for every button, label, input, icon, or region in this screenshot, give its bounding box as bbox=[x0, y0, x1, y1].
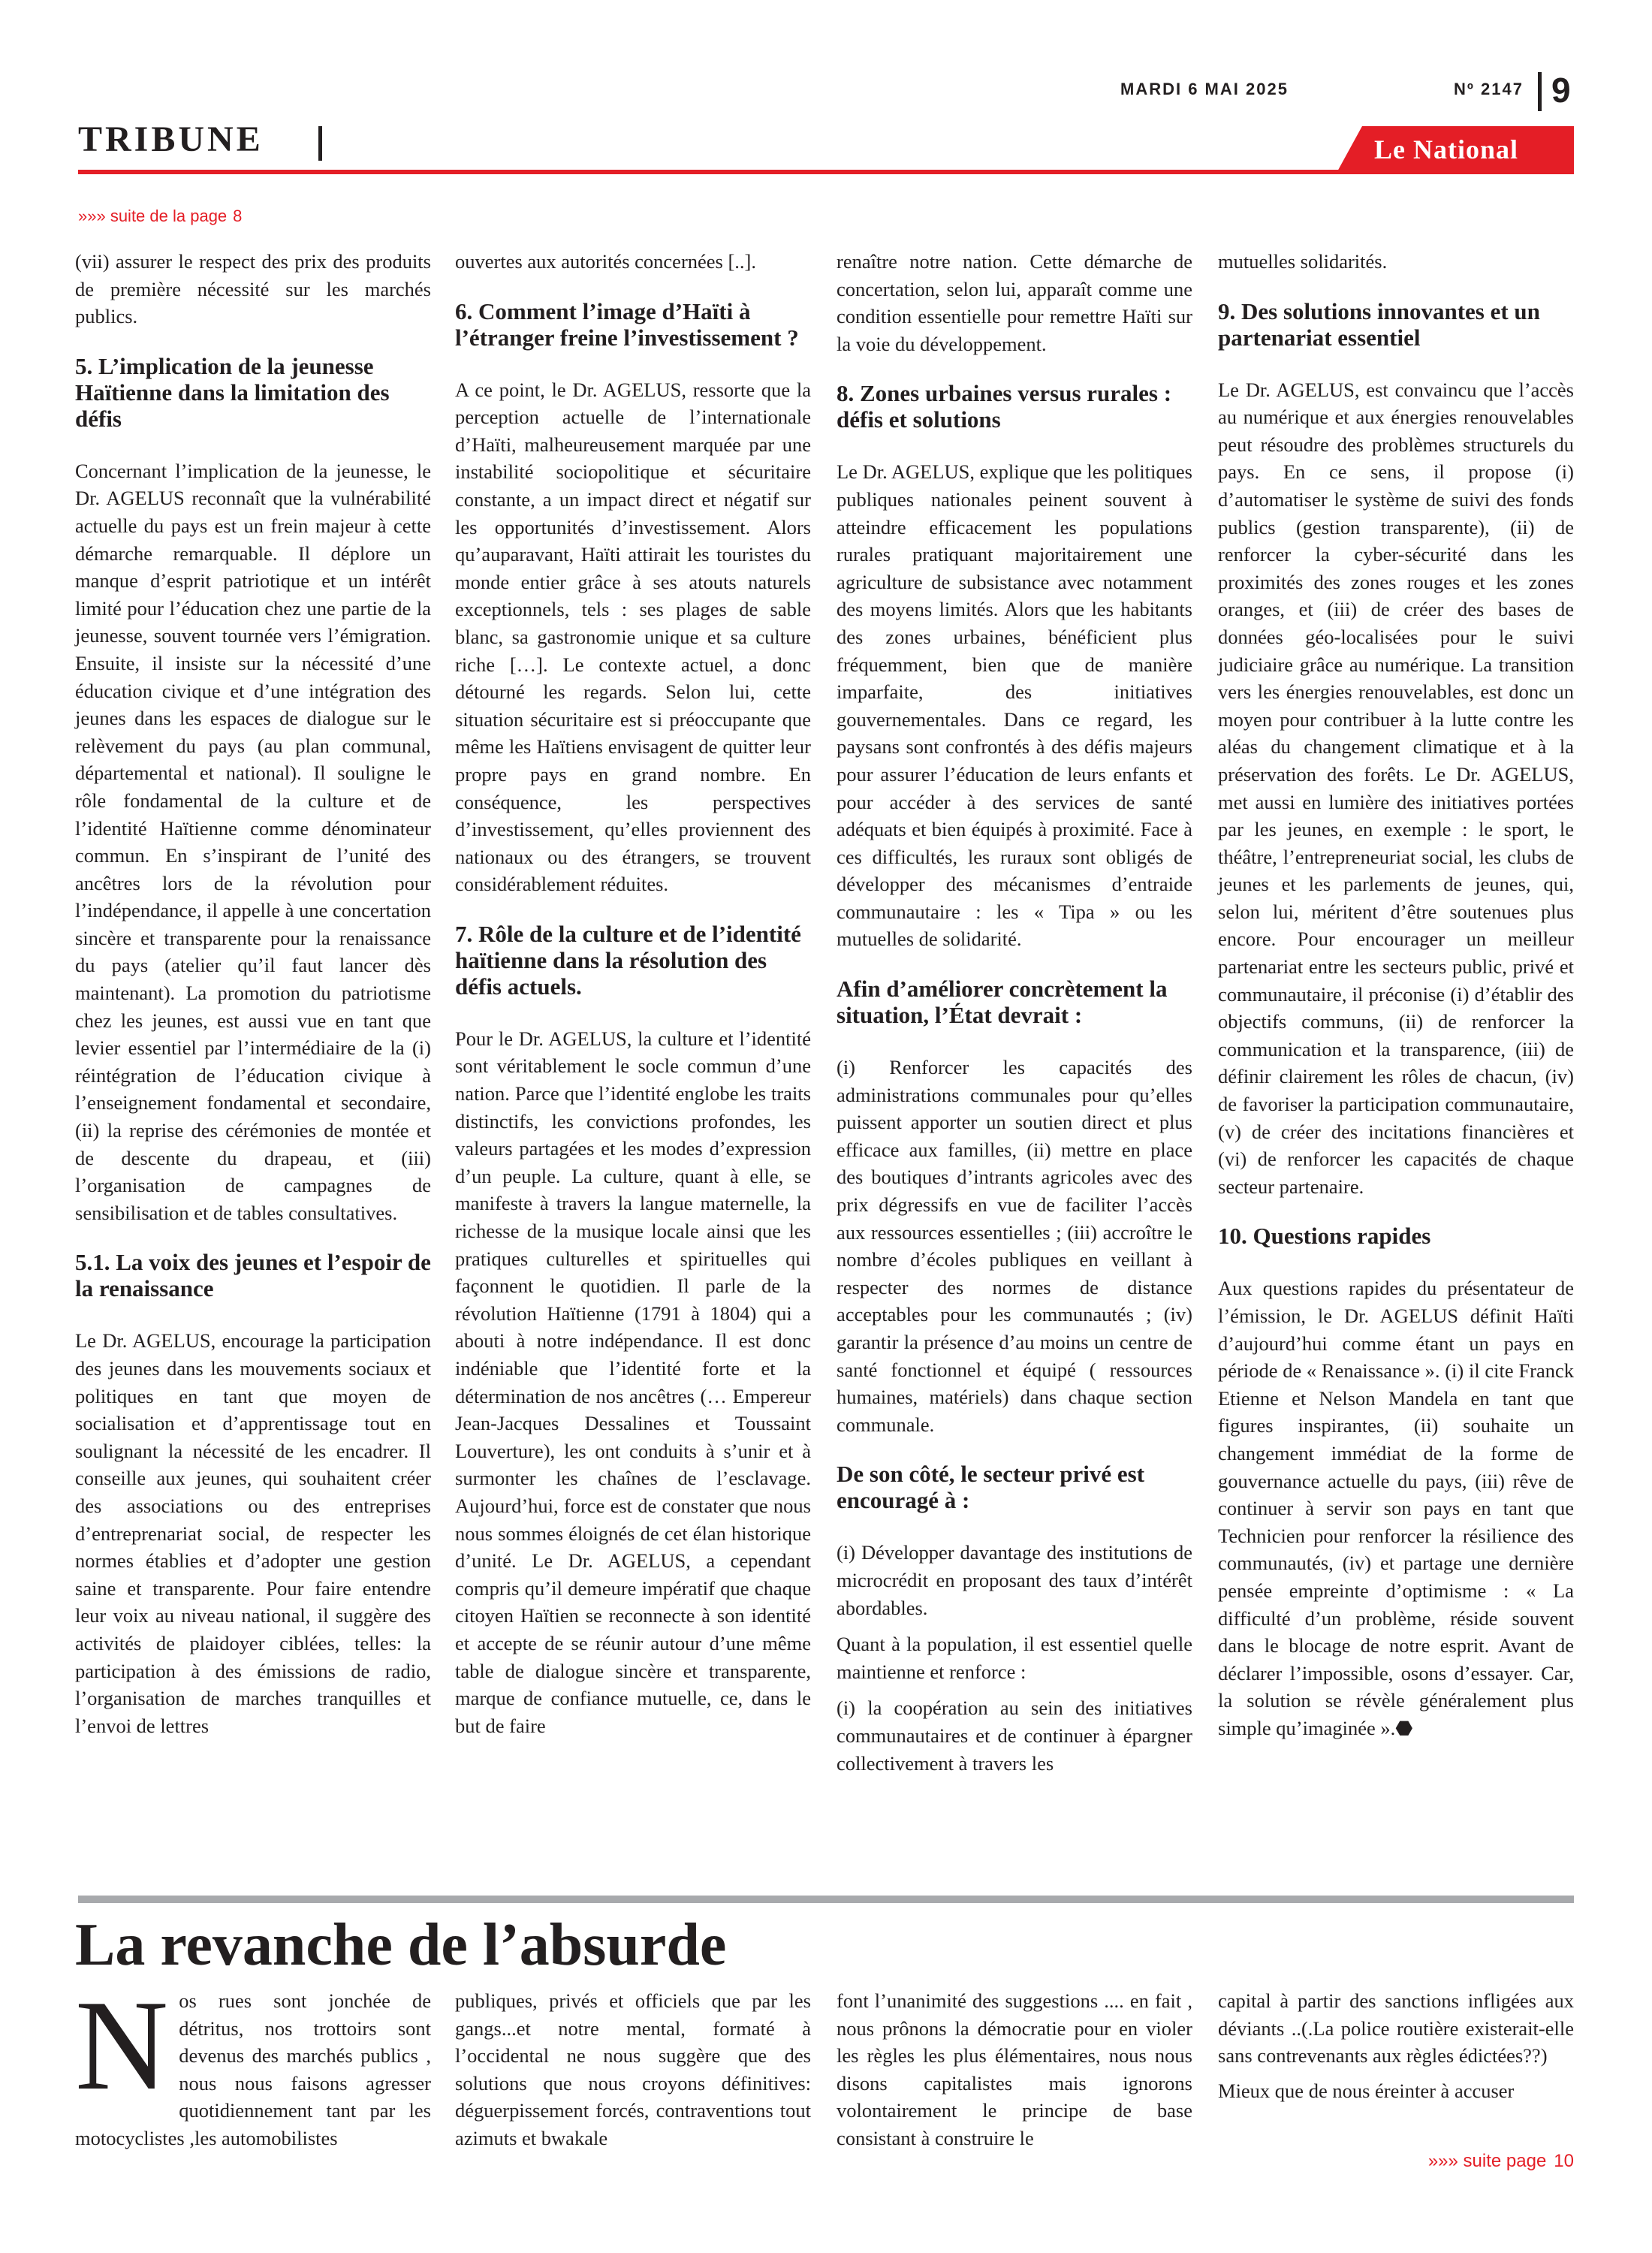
article-column-2 bbox=[455, 248, 811, 1739]
article2-column-1 bbox=[75, 1974, 431, 2152]
paragraph: Le Dr. AGELUS, encourage la participation des jeunes dans les mouvements sociaux et politiques en tant que moyen de socialisation et d’apprentissage tout en soulignant la nécessité de les encadrer. Il conseille aux jeunes, qui souhaitent créer des associations ou des entreprises d’entreprenariat social, de respecter les normes établies et d’adopter une gestion saine et transparente. Pour faire entendre leur voix au niveau national, il suggère des activités de plaidoyer ciblées, telles: la participation à des émissions de radio, l’organisation de marches tranquilles et l’envoi de lettres bbox=[75, 1329, 431, 1737]
page-number-divider bbox=[1538, 72, 1542, 111]
issue-number: Nº 2147 bbox=[1454, 80, 1524, 98]
paragraph: (i) la coopération au sein des initiatives communautaires et de continuer à épargner collectivement à travers les bbox=[837, 1697, 1192, 1775]
paragraph bbox=[75, 1974, 431, 2152]
article2-column-2 bbox=[455, 1987, 811, 2152]
article-divider bbox=[78, 1896, 1574, 1903]
continued-from-link[interactable] bbox=[78, 207, 242, 226]
paragraph: (i) Développer davantage des institutions de microcrédit en proposant des taux d’intérêt abordables. bbox=[837, 1541, 1192, 1619]
subheading: 8. Zones urbaines versus rurales : défis et solutions bbox=[837, 380, 1172, 433]
article-column-1 bbox=[75, 248, 431, 1739]
paragraph: (vii) assurer le respect des prix des produits de première nécessité sur les marchés publics. bbox=[75, 250, 431, 328]
paragraph: renaître notre nation. Cette démarche de concertation, selon lui, apparaît comme une condition essentielle pour remettre Haïti sur la voie du développement. bbox=[837, 250, 1192, 355]
paragraph: publiques, privés et officiels que par les gangs...et notre mental, formaté à l’occidental ne nous suggère que des solutions que nous croyons définitives: déguerpissement forcés, contraventions tout azimuts et bwakale bbox=[455, 1989, 811, 2149]
subheading: 5. L’implication de la jeunesse Haïtienne dans la limitation des défis bbox=[75, 352, 390, 432]
brand-name: Le National bbox=[1374, 134, 1519, 164]
subheading: 10. Questions rapides bbox=[1218, 1223, 1431, 1250]
paragraph: Mieux que de nous éreinter à accuser bbox=[1218, 2079, 1515, 2102]
subheading: 6. Comment l’image d’Haïti à l’étranger freine l’investissement ? bbox=[455, 297, 799, 351]
end-mark-icon: ⬣ bbox=[1395, 1716, 1413, 1739]
section-title: TRIBUNE bbox=[78, 119, 264, 159]
paragraph: A ce point, le Dr. AGELUS, ressorte que la perception actuelle de l’internationale d’Haïti, malheureusement marquée par une instabilité sociopolitique et sécuritaire constante, a un impact direct et négatif sur les opportunités d’investissement. Alors qu’auparavant, Haïti attirait les touristes du monde entier grâce à ses atouts naturels exceptionnels, tels : ses plages de sable blanc, sa gastronomie unique et sa culture riche […]. Le contexte actuel, a donc détourné les regards. Selon lui, cette situation sécuritaire est si préoccupante que même les Haïtiens envisagent de quitter leur propre pays en grand nombre. En conséquence, les perspectives d’investissement, qu’elles proviennent des nationaux ou des étrangers, se trouvent considérablement réduites. bbox=[455, 378, 811, 896]
continues-on-link[interactable] bbox=[1428, 2151, 1574, 2172]
paragraph: mutuelles solidarités. bbox=[1218, 250, 1388, 273]
drop-cap: N bbox=[75, 1974, 169, 2117]
section-title-divider bbox=[318, 126, 322, 161]
issue-date: MARDI 6 MAI 2025 bbox=[1120, 80, 1289, 98]
article-title: La revanche de l’absurde bbox=[75, 1912, 727, 1978]
subheading: 5.1. La voix des jeunes et l’espoir de la renaissance bbox=[75, 1249, 431, 1302]
paragraph: Le Dr. AGELUS, explique que les politiques publiques nationales peinent souvent à atteindre efficacement les populations rurales pratiquant majoritairement une agriculture de subsistance avec notamment des moyens limités. Alors que les habitants des zones urbaines, bénéficient plus fréquemment, bien que de manière imparfaite, des initiatives gouvernementales. Dans ce regard, les paysans sont confrontés à des défis majeurs pour assurer l’éducation de leurs enfants et pour accéder à des services de santé adéquats et bien équipés à proximité. Face à ces difficultés, les ruraux sont obligés de développer des mécanismes d’entraide communautaire : les « Tipa » ou les mutuelles de solidarité. bbox=[837, 460, 1192, 951]
continues-on-label: »»» suite page bbox=[1427, 2151, 1547, 2171]
paragraph: Le Dr. AGELUS, est convaincu que l’accès au numérique et aux énergies renouvelables peut résoudre des problèmes structurels du pays. En ce sens, il propose (i) d’automatiser le système de suivi des fonds publics (gestion transparente), (ii) de renforcer la cyber-sécurité dans les proximités des zones rouges et les zones oranges, et (iii) de créer des bases de données géo-localisées pour le suivi judiciaire grâce au numérique. La transition vers les énergies renouvelables, est donc un moyen pour contribuer à la lutte contre les aléas du changement climatique et à la préservation des forêts. Le Dr. AGELUS, met aussi en lumière des initiatives portées par les jeunes, en exemple : le sport, le théâtre, l’entrepreneuriat social, les clubs de jeunes et les parlements de jeunes, qui, selon lui, méritent d’être soutenues plus encore. Pour encourager un meilleur partenariat entre les secteurs public, privé et communautaire, il préconise (i) d’établir des objectifs communs, (ii) de renforcer la communication et la transparence, (iii) de définir clairement les rôles de chacun, (iv) de favoriser la participation communautaire, (v) de créer des incitations financières et (vi) de renforcer les capacités de chaque secteur partenaire. bbox=[1218, 378, 1574, 1198]
paragraph: capital à partir des sanctions infligées aux déviants ..(.La police routière existerait-elle sans contrevenants aux règles édictées??) bbox=[1218, 1989, 1574, 2068]
subheading: 7. Rôle de la culture et de l’identité haïtienne dans la résolution des défis actuels. bbox=[455, 920, 801, 1000]
paragraph: Quant à la population, il est essentiel quelle maintienne et renforce : bbox=[837, 1633, 1192, 1683]
article2-column-3 bbox=[837, 1987, 1192, 2152]
paragraph: font l’unanimité des suggestions .... en fait , nous prônons la démocratie pour en violer les règles les plus élémentaires, nous nous disons capitalistes mais ignorons volontairement le principe de base consistant à construire le bbox=[837, 1989, 1192, 2149]
continued-from-page: 8 bbox=[233, 207, 243, 225]
paragraph-text: os rues sont jonchée de détritus, nos trottoirs sont devenus des marchés publics , nous nous faisons agresser quotidiennement tant par les motocyclistes ,les automobilistes bbox=[75, 1989, 431, 2149]
article-column-3 bbox=[837, 248, 1192, 1777]
paragraph bbox=[1218, 1274, 1574, 1742]
paragraph-text: Aux questions rapides du présentateur de l’émission, le Dr. AGELUS définit Haïti d’aujourd’hui comme étant un pays en période de « Renaissance ». (i) il cite Franck Etienne et Nelson Mandela en tant que figures inspirantes, (ii) souhaite un changement immédiat de la forme de gouvernance actuelle du pays, (iii) rêve de continuer à servir son pays en tant que Technicien pour renforcer la résilience des communautés, (iv) et partage une dernière pensée empreinte d’optimisme : « La difficulté d’un problème, réside souvent dans le blocage de notre esprit. Avant de déclarer l’impossible, osons d’essayer. Car, la solution se révèle généralement plus simple qu’imaginée ». bbox=[1218, 1277, 1574, 1739]
subheading: De son côté, le secteur privé est encouragé à : bbox=[837, 1461, 1145, 1514]
article2-column-4 bbox=[1218, 1987, 1574, 2104]
paragraph: ouvertes aux autorités concernées [..]. bbox=[455, 250, 757, 273]
paragraph: (i) Renforcer les capacités des administrations communales pour qu’elles puissent apporter un soutien direct et plus efficace aux familles, (ii) mettre en place des boutiques d’intrants agricoles avec des prix dégressifs en vue de faciliter l’accès aux ressources essentielles ; (iii) accroître le nombre d’écoles publiques en veillant à respecter des normes de distance acceptables pour les communautés ; (iv) garantir la présence d’au moins un centre de santé fonctionnel et équipé ( ressources humaines, matériels) dans chaque section communale. bbox=[837, 1056, 1192, 1436]
page-number: 9 bbox=[1551, 71, 1571, 110]
paragraph: Concernant l’implication de la jeunesse, le Dr. AGELUS reconnaît que la vulnérabilité actuelle du pays est un frein majeur à cette démarche remarquable. Il déplore un manque d’esprit patriotique et un intérêt limité pour l’éducation chez une partie de la jeunesse, souvent tournée vers l’émigration. Ensuite, il insiste sur la nécessité d’une éducation civique et d’une intégration des jeunes dans les espaces de dialogue sur le relèvement du pays (au plan communal, départemental et national). Il souligne le rôle fondamental de la culture et de l’identité Haïtienne comme dénominateur commun. En s’inspirant de l’unité des ancêtres lors de la révolution pour l’indépendance, il appelle à une concertation sincère et transparente pour la renaissance du pays (atelier qu’il faut lancer dès maintenant). La promotion du patriotisme chez les jeunes, est aussi vue en tant que levier essentiel par l’intermédiaire de la (i) réintégration de l’éducation civique à l’enseignement fondamental et secondaire, (ii) la reprise des cérémonies de montée et de descente du drapeau, et (iii) l’organisation de campagnes de sensibilisation et de tables consultatives. bbox=[75, 459, 431, 1224]
header-rule bbox=[78, 170, 1574, 174]
article-column-4 bbox=[1218, 248, 1574, 1742]
subheading: Afin d’améliorer concrètement la situation, l’État devrait : bbox=[837, 976, 1168, 1029]
paragraph: Pour le Dr. AGELUS, la culture et l’identité sont véritablement le socle commun d’une nation. Parce que l’identité englobe les traits distinctifs, les convictions profondes, les valeurs partagées et les modes d’expression d’un peuple. La culture, quant à elle, se manifeste à travers la langue maternelle, la richesse de la musique locale ainsi que les pratiques culturelles et spirituelles qui façonnent le quotidien. Il parle de la révolution Haïtienne (1791 à 1804) qui a abouti à notre indépendance. Il est donc indéniable que l’identité forte et la détermination de nos ancêtres (… Empereur Jean-Jacques Dessalines et Toussaint Louverture), les ont conduits à s’unir et à surmonter les chaînes de l’esclavage. Aujourd’hui, force est de constater que nous nous sommes éloignés de cet élan historique d’unité. Le Dr. AGELUS, a cependant compris qu’il demeure impératif que chaque citoyen Haïtien se reconnecte à son identité et accepte de se réunir autour d’une même table de dialogue sincère et transparente, marque de confiance mutuelle, ce, dans le but de faire bbox=[455, 1027, 811, 1737]
continues-on-page: 10 bbox=[1554, 2151, 1574, 2171]
subheading: 9. Des solutions innovantes et un partenariat essentiel bbox=[1218, 297, 1540, 351]
continued-from-label: »»» suite de la page bbox=[78, 207, 228, 225]
